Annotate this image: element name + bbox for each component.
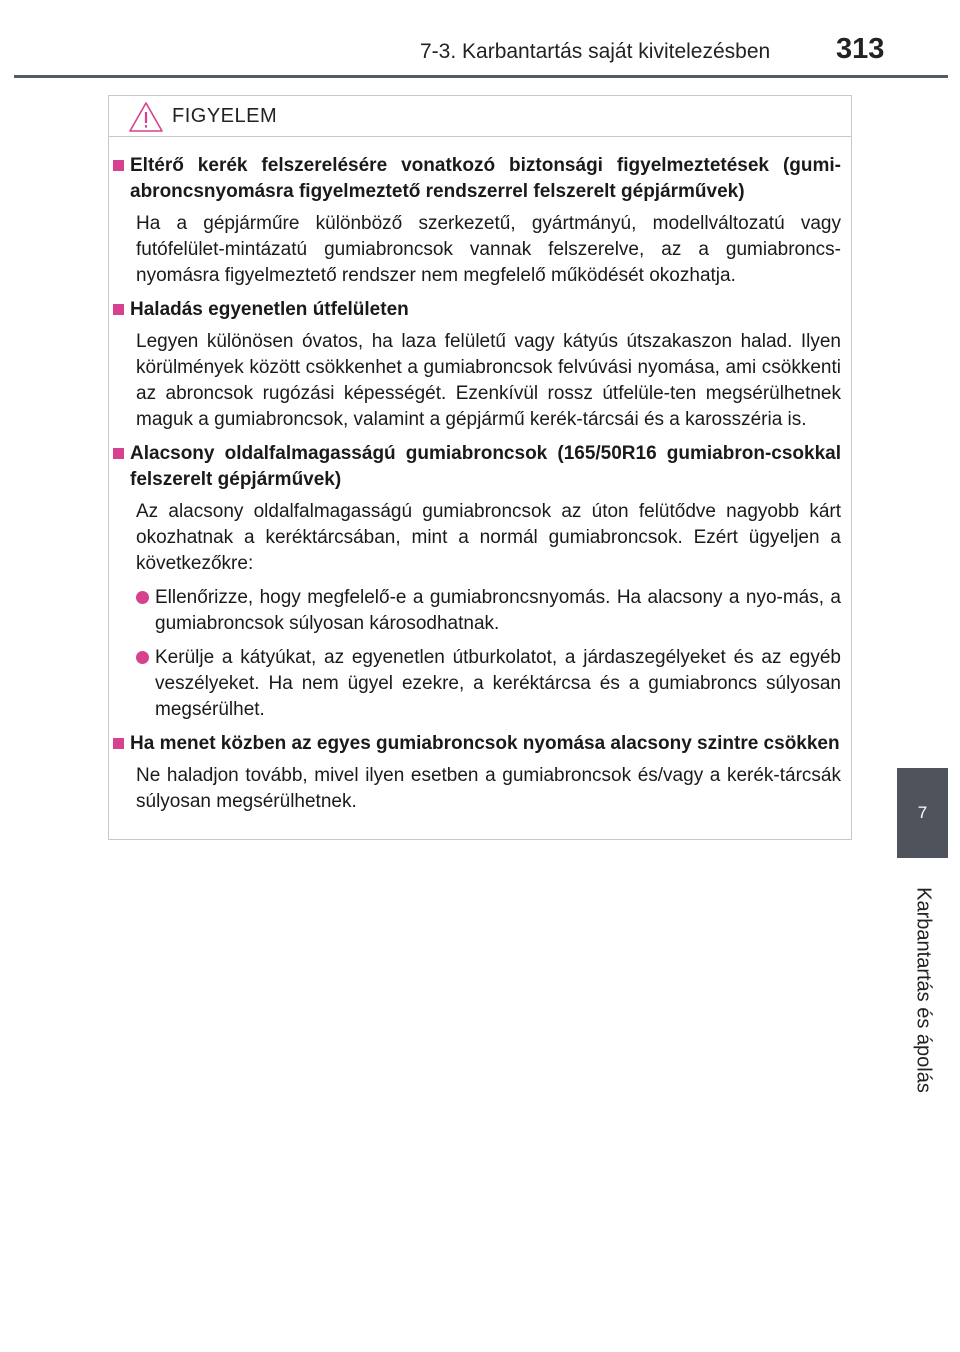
section-heading-text: Ha menet közben az egyes gumiabroncsok nyomása alacsony szintre csökken — [130, 733, 840, 754]
warning-label: FIGYELEM — [172, 104, 278, 127]
bullet-text: Ellenőrizze, hogy megfelelő-e a gumiabroncsnyomás. Ha alacsony a nyo-más, a gumiabroncsok súlyosan károsodhatnak. — [155, 587, 841, 634]
warning-box — [108, 95, 852, 840]
bullet-text: Kerülje a kátyúkat, az egyenetlen útburkolatot, a járdaszegélyeket és az egyéb veszélyeket. Ha nem ügyel ezekre, a keréktárcsa és a gumiabroncs súlyosan megsérülhet. — [155, 647, 841, 720]
circle-bullet-icon — [136, 651, 149, 664]
section-paragraph: Az alacsony oldalfalmagasságú gumiabroncsok az úton felütődve nagyobb kárt okozhatnak a keréktárcsában, mint a normál gumiabroncsok. Ezért ügyeljen a következőkre: — [136, 501, 841, 574]
warning-body — [109, 137, 851, 815]
warning-triangle-icon — [128, 101, 164, 133]
section-heading — [113, 297, 841, 323]
warning-header — [109, 96, 851, 137]
section-heading — [113, 731, 841, 757]
section-paragraph: Ne haladjon tovább, mivel ilyen esetben a gumiabroncsok és/vagy a kerék-tárcsák súlyosan megsérülhetnek. — [136, 765, 841, 812]
section-heading — [113, 441, 841, 493]
square-bullet-icon — [113, 160, 124, 171]
chapter-tab — [897, 768, 948, 858]
section-paragraph: Legyen különösen óvatos, ha laza felületű vagy kátyús útszakaszon halad. Ilyen körülmények között csökkenhet a gumiabroncsok felvúvási nyomása, ami csökkenti az abroncsok rugózási képességét. Ezenkívül rossz útfelüle-ten megsérülhetnek maguk a gumiabroncsok, valamint a gépjármű kerék-tárcsái és a karosszéria is. — [136, 331, 841, 430]
bullet-item — [136, 645, 841, 723]
header-divider — [14, 75, 948, 78]
warning-section — [113, 441, 841, 723]
page-number: 313 — [836, 33, 885, 65]
chapter-number: 7 — [917, 803, 928, 822]
square-bullet-icon — [113, 304, 124, 315]
warning-section — [113, 731, 841, 815]
section-paragraph: Ha a gépjárműre különböző szerkezetű, gyártmányú, modellváltozatú vagy futófelület-mintázatú gumiabroncsok vannak felszerelve, az a gumiabroncs-nyomásra figyelmeztető rendszer nem megfelelő működését okozhatja. — [136, 213, 841, 286]
section-heading-text: Eltérő kerék felszerelésére vonatkozó biztonsági figyelmeztetések (gumi-abroncsnyomásra figyelmeztető rendszerrel felszerelt gépjárművek) — [130, 155, 841, 202]
section-heading — [113, 153, 841, 205]
section-heading-text: Haladás egyenetlen útfelületen — [130, 299, 409, 320]
warning-section — [113, 297, 841, 433]
header-section-title: 7-3. Karbantartás saját kivitelezésben — [420, 40, 771, 63]
square-bullet-icon — [113, 738, 124, 749]
circle-bullet-icon — [136, 591, 149, 604]
bullet-item — [136, 585, 841, 637]
section-heading-text: Alacsony oldalfalmagasságú gumiabroncsok (165/50R16 gumiabron-csokkal felszerelt gépjárművek) — [130, 443, 841, 490]
warning-section — [113, 153, 841, 289]
chapter-title: Karbantartás és ápolás — [912, 887, 935, 1093]
square-bullet-icon — [113, 448, 124, 459]
